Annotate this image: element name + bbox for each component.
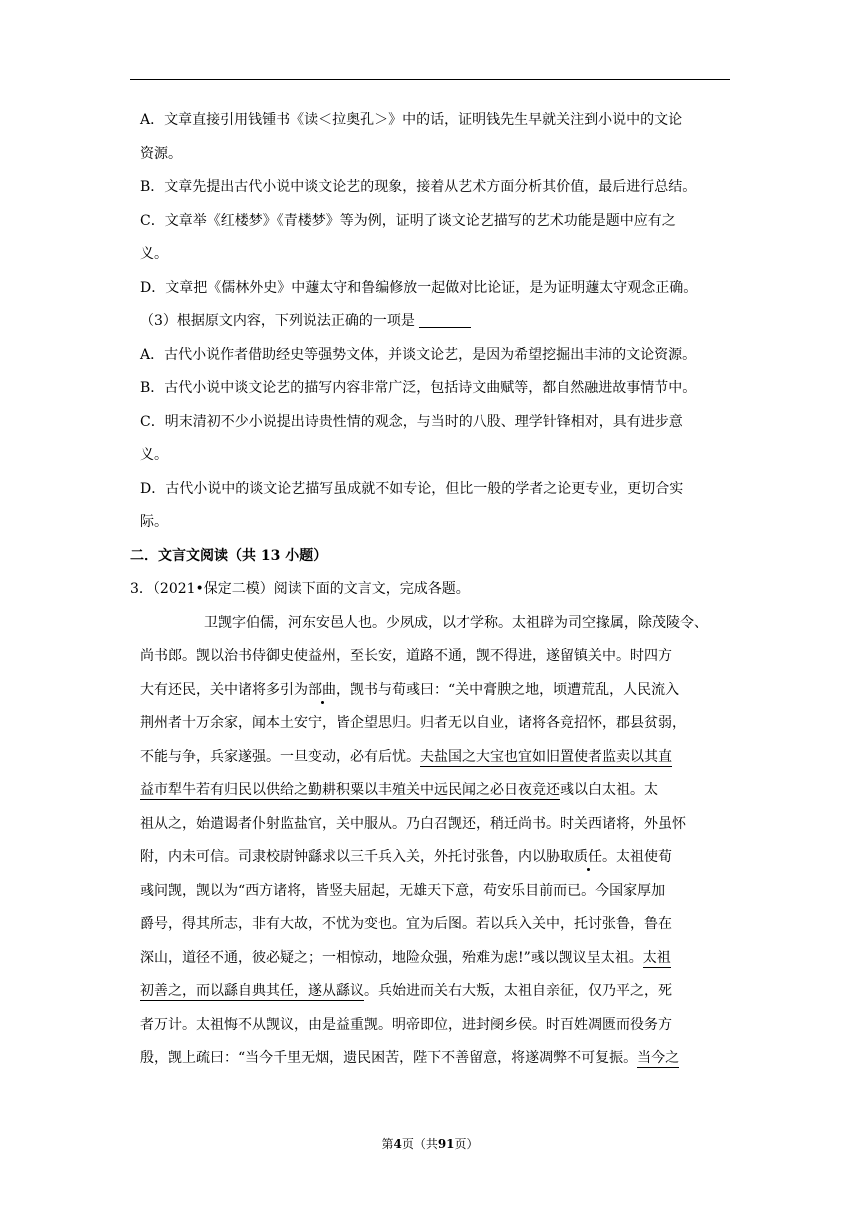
passage-line bbox=[140, 975, 732, 1009]
passage-line bbox=[140, 774, 732, 808]
passage-text: 不能与争，兵家遂强。一旦变动，必有后忧。 bbox=[140, 748, 420, 765]
underlined-sentence: 当今之 bbox=[637, 1050, 680, 1066]
underlined-sentence: 夫盐国之大宝也宜如旧置使者监卖以其直 bbox=[420, 748, 672, 765]
passage-text: 殷，觊上疏曰：“当今千里无烟，遗民困苦，陛下不善留意，将遂凋弊不可复振。 bbox=[140, 1050, 638, 1066]
q3-sub-option-b: B．古代小说中谈文论艺的描写内容非常广泛，包括诗文曲赋等，都自然融进故事情节中。 bbox=[140, 380, 697, 396]
answer-blank bbox=[419, 309, 471, 328]
passage-text: 深山，道径不通，彼必疑之；一相惊动，地险众强，殆难为虑!”彧以觊议呈太祖。 bbox=[140, 949, 643, 966]
passage-line bbox=[140, 841, 732, 875]
q3-sub-stem-text: （3）根据原文内容，下列说法正确的一项是 bbox=[140, 313, 415, 329]
page-number: 4 bbox=[393, 1137, 402, 1151]
q2-option-c-cont: 义。 bbox=[140, 246, 168, 262]
passage-line: 彧问觊，觊以为“西方诸将，皆竖夫屈起，无雄天下意，苟安乐目前而已。今国家厚加 bbox=[140, 882, 666, 899]
passage-line: 荆州者十万余家，闻本土安宁，皆企望思归。归者无以自业，诸将各竞招怀，郡县贫弱， bbox=[140, 715, 686, 731]
q2-option-d: D．文章把《儒林外史》中蘧太守和鲁编修放一起做对比论证，是为证明蘧太守观念正确。 bbox=[140, 279, 698, 296]
passage-line bbox=[140, 674, 732, 708]
passage-text: ，觊书与荀彧曰：“关中膏腴之地，顷遭荒乱，人民流入 bbox=[336, 681, 680, 698]
q3-sub-option-c: C．明末清初不少小说提出诗贵性情的观念，与当时的八股、理学针锋相对，具有进步意 bbox=[140, 413, 683, 430]
passage-line bbox=[140, 741, 732, 775]
passage-text: 彧以白太祖。太 bbox=[560, 782, 658, 798]
passage-line: 卫觊字伯儒，河东安邑人也。少夙成，以才学称。太祖辟为司空掾属，除茂陵令、 bbox=[204, 614, 708, 631]
underlined-sentence: 益市犁牛若有归民以供给之勤耕积粟以丰殖关中远民闻之必日夜竞还 bbox=[140, 782, 560, 798]
passage-text: 。太祖使荀 bbox=[602, 849, 672, 865]
dotted-term-buqu: 部曲 bbox=[308, 681, 336, 698]
passage-text: 。兵始进而关右大叛，太祖自亲征，仅乃平之，死 bbox=[364, 983, 672, 999]
q3-sub-option-d: D．古代小说中的谈文论艺描写虽成就不如专论，但比一般的学者之论更专业，更切合实 bbox=[140, 480, 684, 497]
q3-sub-option-c-cont: 义。 bbox=[140, 447, 168, 463]
footer-text: 第 bbox=[381, 1137, 394, 1151]
q2-option-b: B．文章先提出古代小说中谈文论艺的现象，接着从艺术方面分析其价值，最后进行总结。 bbox=[140, 179, 697, 195]
underlined-sentence: 初善之，而以繇自典其任，遂从繇议 bbox=[140, 983, 364, 999]
passage-text: 大有还民，关中诸将多引为 bbox=[140, 681, 308, 698]
page-footer bbox=[0, 1135, 860, 1152]
document-body bbox=[130, 104, 732, 1076]
q2-option-a: A．文章直接引用钱锺书《读＜拉奥孔＞》中的话，证明钱先生早就关注到小说中的文论 bbox=[140, 112, 683, 128]
footer-text: 页） bbox=[454, 1137, 479, 1151]
underlined-sentence: 太祖 bbox=[642, 949, 671, 966]
section-title: 二．文言文阅读（共 13 小题） bbox=[130, 547, 328, 564]
passage-line: 尚书郎。觊以治书侍御史使益州，至长安，道路不通，觊不得进，遂留镇关中。时四方 bbox=[140, 648, 672, 664]
passage-text: 附，内未可信。司隶校尉钟繇求以三千兵入关，外托讨张鲁，内以胁取 bbox=[140, 849, 574, 865]
dotted-term-zhiren: 质任 bbox=[574, 849, 602, 865]
passage-line: 爵号，得其所志，非有大故，不忧为变也。宜为后图。若以兵入关中，托讨张鲁，鲁在 bbox=[140, 916, 672, 932]
question-3-stem: 3．（2021•保定二模）阅读下面的文言文，完成各题。 bbox=[130, 581, 470, 597]
passage-line: 者万计。太祖悔不从觊议，由是益重觊。明帝即位，进封阌乡侯。时百姓凋匮而役务方 bbox=[140, 1016, 672, 1033]
q3-sub-option-a: A．古代小说作者借助经史等强势文体，并谈文论艺，是因为希望挖掘出丰沛的文论资源。 bbox=[140, 346, 697, 363]
q2-option-a-cont: 资源。 bbox=[140, 145, 182, 162]
q3-sub-stem bbox=[140, 305, 732, 339]
header-rule bbox=[130, 79, 730, 80]
passage-line bbox=[140, 1042, 732, 1076]
footer-text: 页（共 bbox=[401, 1137, 438, 1151]
q3-sub-option-d-cont: 际。 bbox=[140, 514, 168, 530]
passage-line: 祖从之，始遣谒者仆射监盐官，关中服从。乃白召觊还，稍迁尚书。时关西诸将，外虽怀 bbox=[140, 815, 686, 832]
passage-line bbox=[140, 942, 732, 976]
total-pages: 91 bbox=[437, 1137, 455, 1151]
q2-option-c: C．文章举《红楼梦》《青楼梦》等为例，证明了谈文论艺描写的艺术功能是题中应有之 bbox=[140, 212, 676, 229]
